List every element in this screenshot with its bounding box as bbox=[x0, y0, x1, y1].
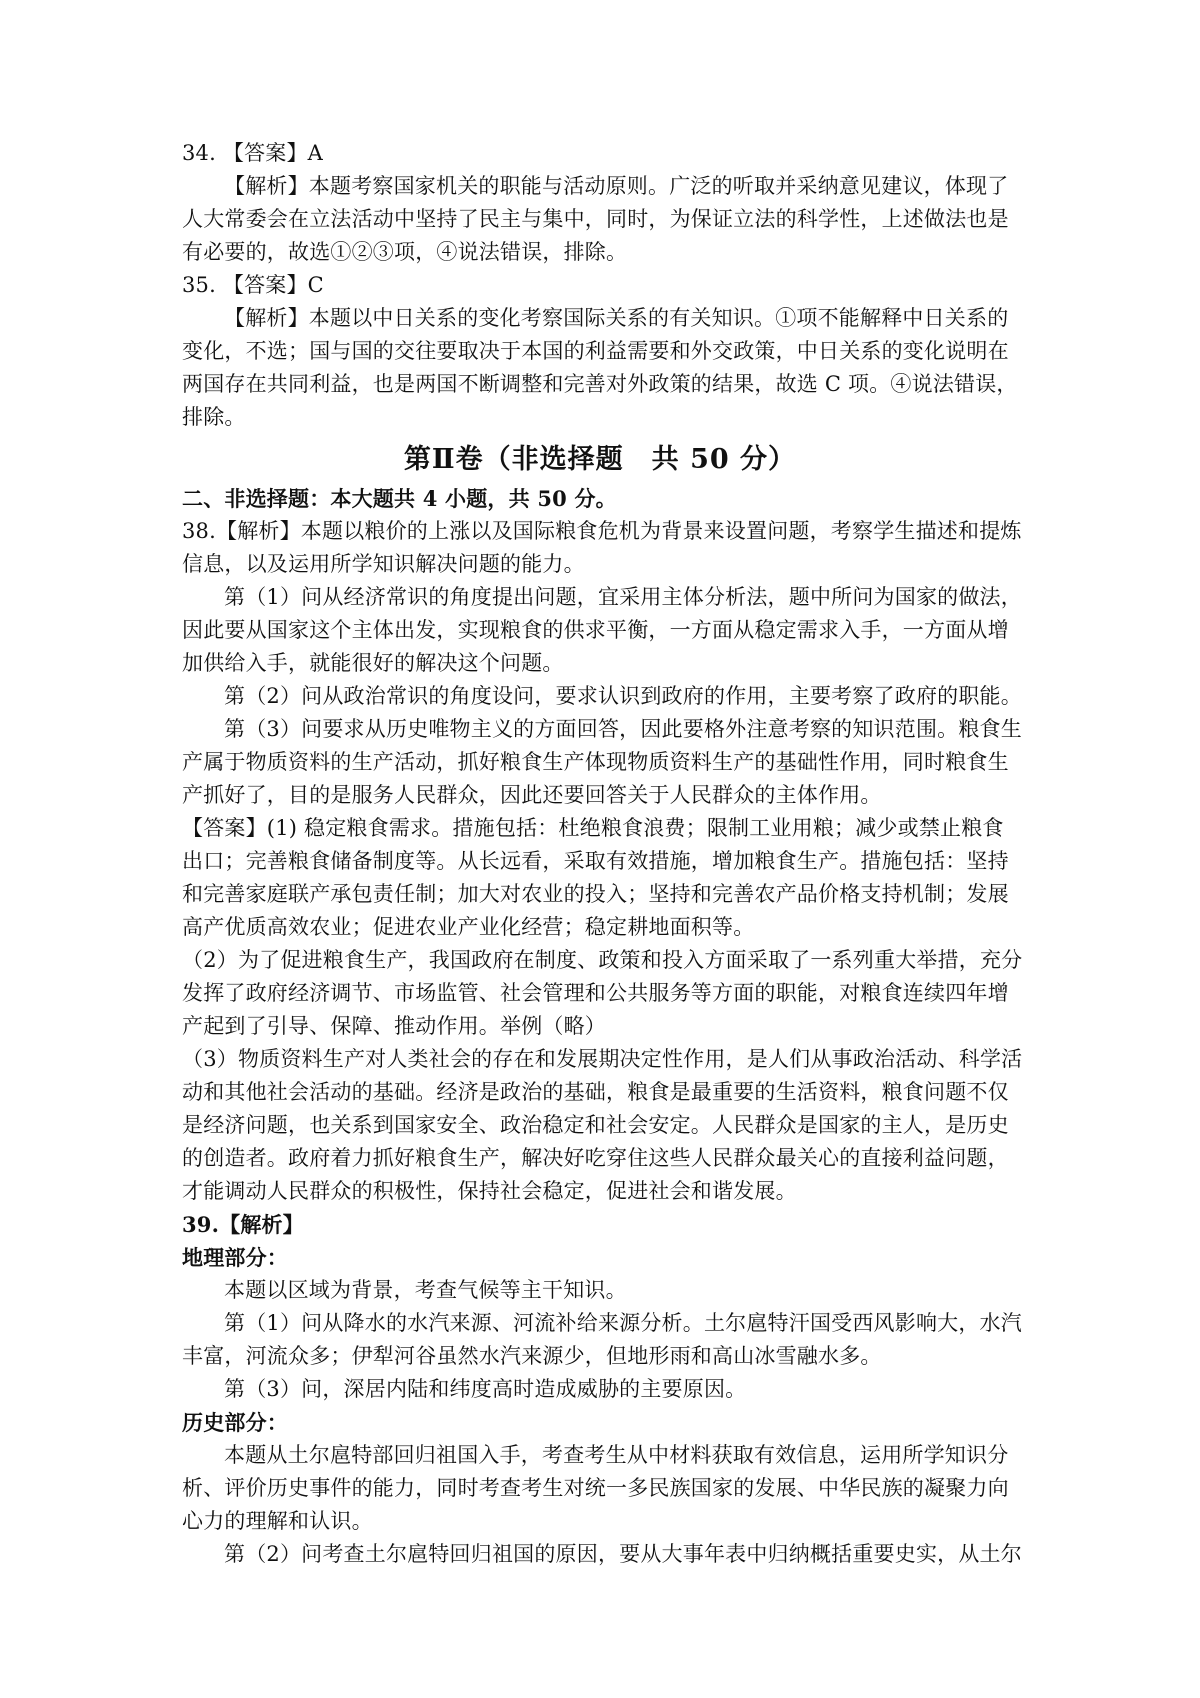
geography-line: 第（3）问，深居内陆和纬度高时造成威胁的主要原因。 bbox=[224, 1377, 747, 1401]
history-heading: 历史部分： bbox=[182, 1410, 288, 1435]
q38-answer-line: 才能调动人民群众的积极性，保持社会稳定，促进社会和谐发展。 bbox=[182, 1179, 797, 1203]
q35-analysis-line: 【解析】本题以中日关系的变化考察国际关系的有关知识。①项不能解释中日关系的 bbox=[224, 306, 1009, 330]
q38-line: 信息，以及运用所学知识解决问题的能力。 bbox=[182, 552, 585, 576]
q38-line: 产属于物质资料的生产活动，抓好粮食生产体现物质资料生产的基础性作用，同时粮食生 bbox=[182, 750, 1009, 774]
geography-line: 本题以区域为背景，考查气候等主干知识。 bbox=[224, 1278, 627, 1302]
geography-heading: 地理部分： bbox=[182, 1245, 288, 1270]
q38-answer-line: 高产优质高效农业；促进农业产业化经营；稳定耕地面积等。 bbox=[182, 915, 755, 939]
q38-line: 因此要从国家这个主体出发，实现粮食的供求平衡，一方面从稳定需求入手，一方面从增 bbox=[182, 618, 1009, 642]
q38-line: 38.【解析】本题以粮价的上涨以及国际粮食危机为背景来设置问题，考察学生描述和提炼 bbox=[182, 519, 1022, 543]
history-line: 第（2）问考查土尔扈特回归祖国的原因，要从大事年表中归纳概括重要史实，从土尔 bbox=[224, 1542, 1022, 1566]
history-line: 本题从土尔扈特部回归祖国入手，考查考生从中材料获取有效信息，运用所学知识分 bbox=[224, 1443, 1009, 1467]
history-line: 心力的理解和认识。 bbox=[182, 1509, 373, 1533]
q38-line: 加供给入手，就能很好的解决这个问题。 bbox=[182, 651, 564, 675]
history-line: 析、评价历史事件的能力，同时考查考生对统一多民族国家的发展、中华民族的凝聚力向 bbox=[182, 1476, 1009, 1500]
q34-answer: 34. 【答案】A bbox=[182, 141, 324, 165]
q39-heading: 39.【解析】 bbox=[182, 1212, 304, 1237]
q38-line: 产抓好了，目的是服务人民群众，因此还要回答关于人民群众的主体作用。 bbox=[182, 783, 882, 807]
q38-answer-line: 动和其他社会活动的基础。经济是政治的基础，粮食是最重要的生活资料，粮食问题不仅 bbox=[182, 1080, 1009, 1104]
q35-analysis-line: 变化，不选；国与国的交往要取决于本国的利益需要和外交政策，中日关系的变化说明在 bbox=[182, 339, 1009, 363]
geography-line: 第（1）问从降水的水汽来源、河流补给来源分析。土尔扈特汗国受西风影响大，水汽 bbox=[224, 1311, 1022, 1335]
q38-line: 第（2）问从政治常识的角度设问，要求认识到政府的作用，主要考察了政府的职能。 bbox=[224, 684, 1022, 708]
q38-answer-line: 的创造者。政府着力抓好粮食生产，解决好吃穿住这些人民群众最关心的直接利益问题， bbox=[182, 1146, 1009, 1170]
q38-answer-line: 发挥了政府经济调节、市场监管、社会管理和公共服务等方面的职能，对粮食连续四年增 bbox=[182, 981, 1009, 1005]
q34-analysis-line: 人大常委会在立法活动中坚持了民主与集中，同时，为保证立法的科学性，上述做法也是 bbox=[182, 207, 1009, 231]
q38-answer-line: （2）为了促进粮食生产，我国政府在制度、政策和投入方面采取了一系列重大举措，充分 bbox=[182, 948, 1023, 972]
q38-answer-line: 产起到了引导、保障、推动作用。举例（略） bbox=[182, 1014, 606, 1038]
q34-analysis-line: 有必要的，故选①②③项，④说法错误，排除。 bbox=[182, 240, 628, 264]
geography-line: 丰富，河流众多；伊犁河谷虽然水汽来源少，但地形雨和高山冰雪融水多。 bbox=[182, 1344, 882, 1368]
q38-answer-line: （3）物质资料生产对人类社会的存在和发展期决定性作用，是人们从事政治活动、科学活 bbox=[182, 1047, 1023, 1071]
q38-line: 第（1）问从经济常识的角度提出问题，宜采用主体分析法，题中所问为国家的做法， bbox=[224, 585, 1022, 609]
q38-answer-line: 是经济问题，也关系到国家安全、政治稳定和社会安定。人民群众是国家的主人，是历史 bbox=[182, 1113, 1009, 1137]
q34-analysis-line: 【解析】本题考察国家机关的职能与活动原则。广泛的听取并采纳意见建议，体现了 bbox=[224, 174, 1009, 198]
q38-answer-line: 出口；完善粮食储备制度等。从长远看，采取有效措施，增加粮食生产。措施包括：坚持 bbox=[182, 849, 1009, 873]
q35-analysis-line: 排除。 bbox=[182, 405, 246, 429]
q38-line: 第（3）问要求从历史唯物主义的方面回答，因此要格外注意考察的知识范围。粮食生 bbox=[224, 717, 1022, 741]
section-title: 第Ⅱ卷（非选择题 共 50 分） bbox=[403, 444, 797, 475]
q38-answer-line: 【答案】(1) 稳定粮食需求。措施包括：杜绝粮食浪费；限制工业用粮；减少或禁止粮食 bbox=[182, 816, 1004, 840]
q35-analysis-line: 两国存在共同利益，也是两国不断调整和完善对外政策的结果，故选 C 项。④说法错误， bbox=[182, 372, 1018, 396]
section-subtitle: 二、非选择题：本大题共 4 小题，共 50 分。 bbox=[182, 486, 617, 511]
q35-answer: 35. 【答案】C bbox=[182, 273, 324, 297]
q38-answer-line: 和完善家庭联产承包责任制；加大对农业的投入；坚持和完善农产品价格支持机制；发展 bbox=[182, 882, 1009, 906]
